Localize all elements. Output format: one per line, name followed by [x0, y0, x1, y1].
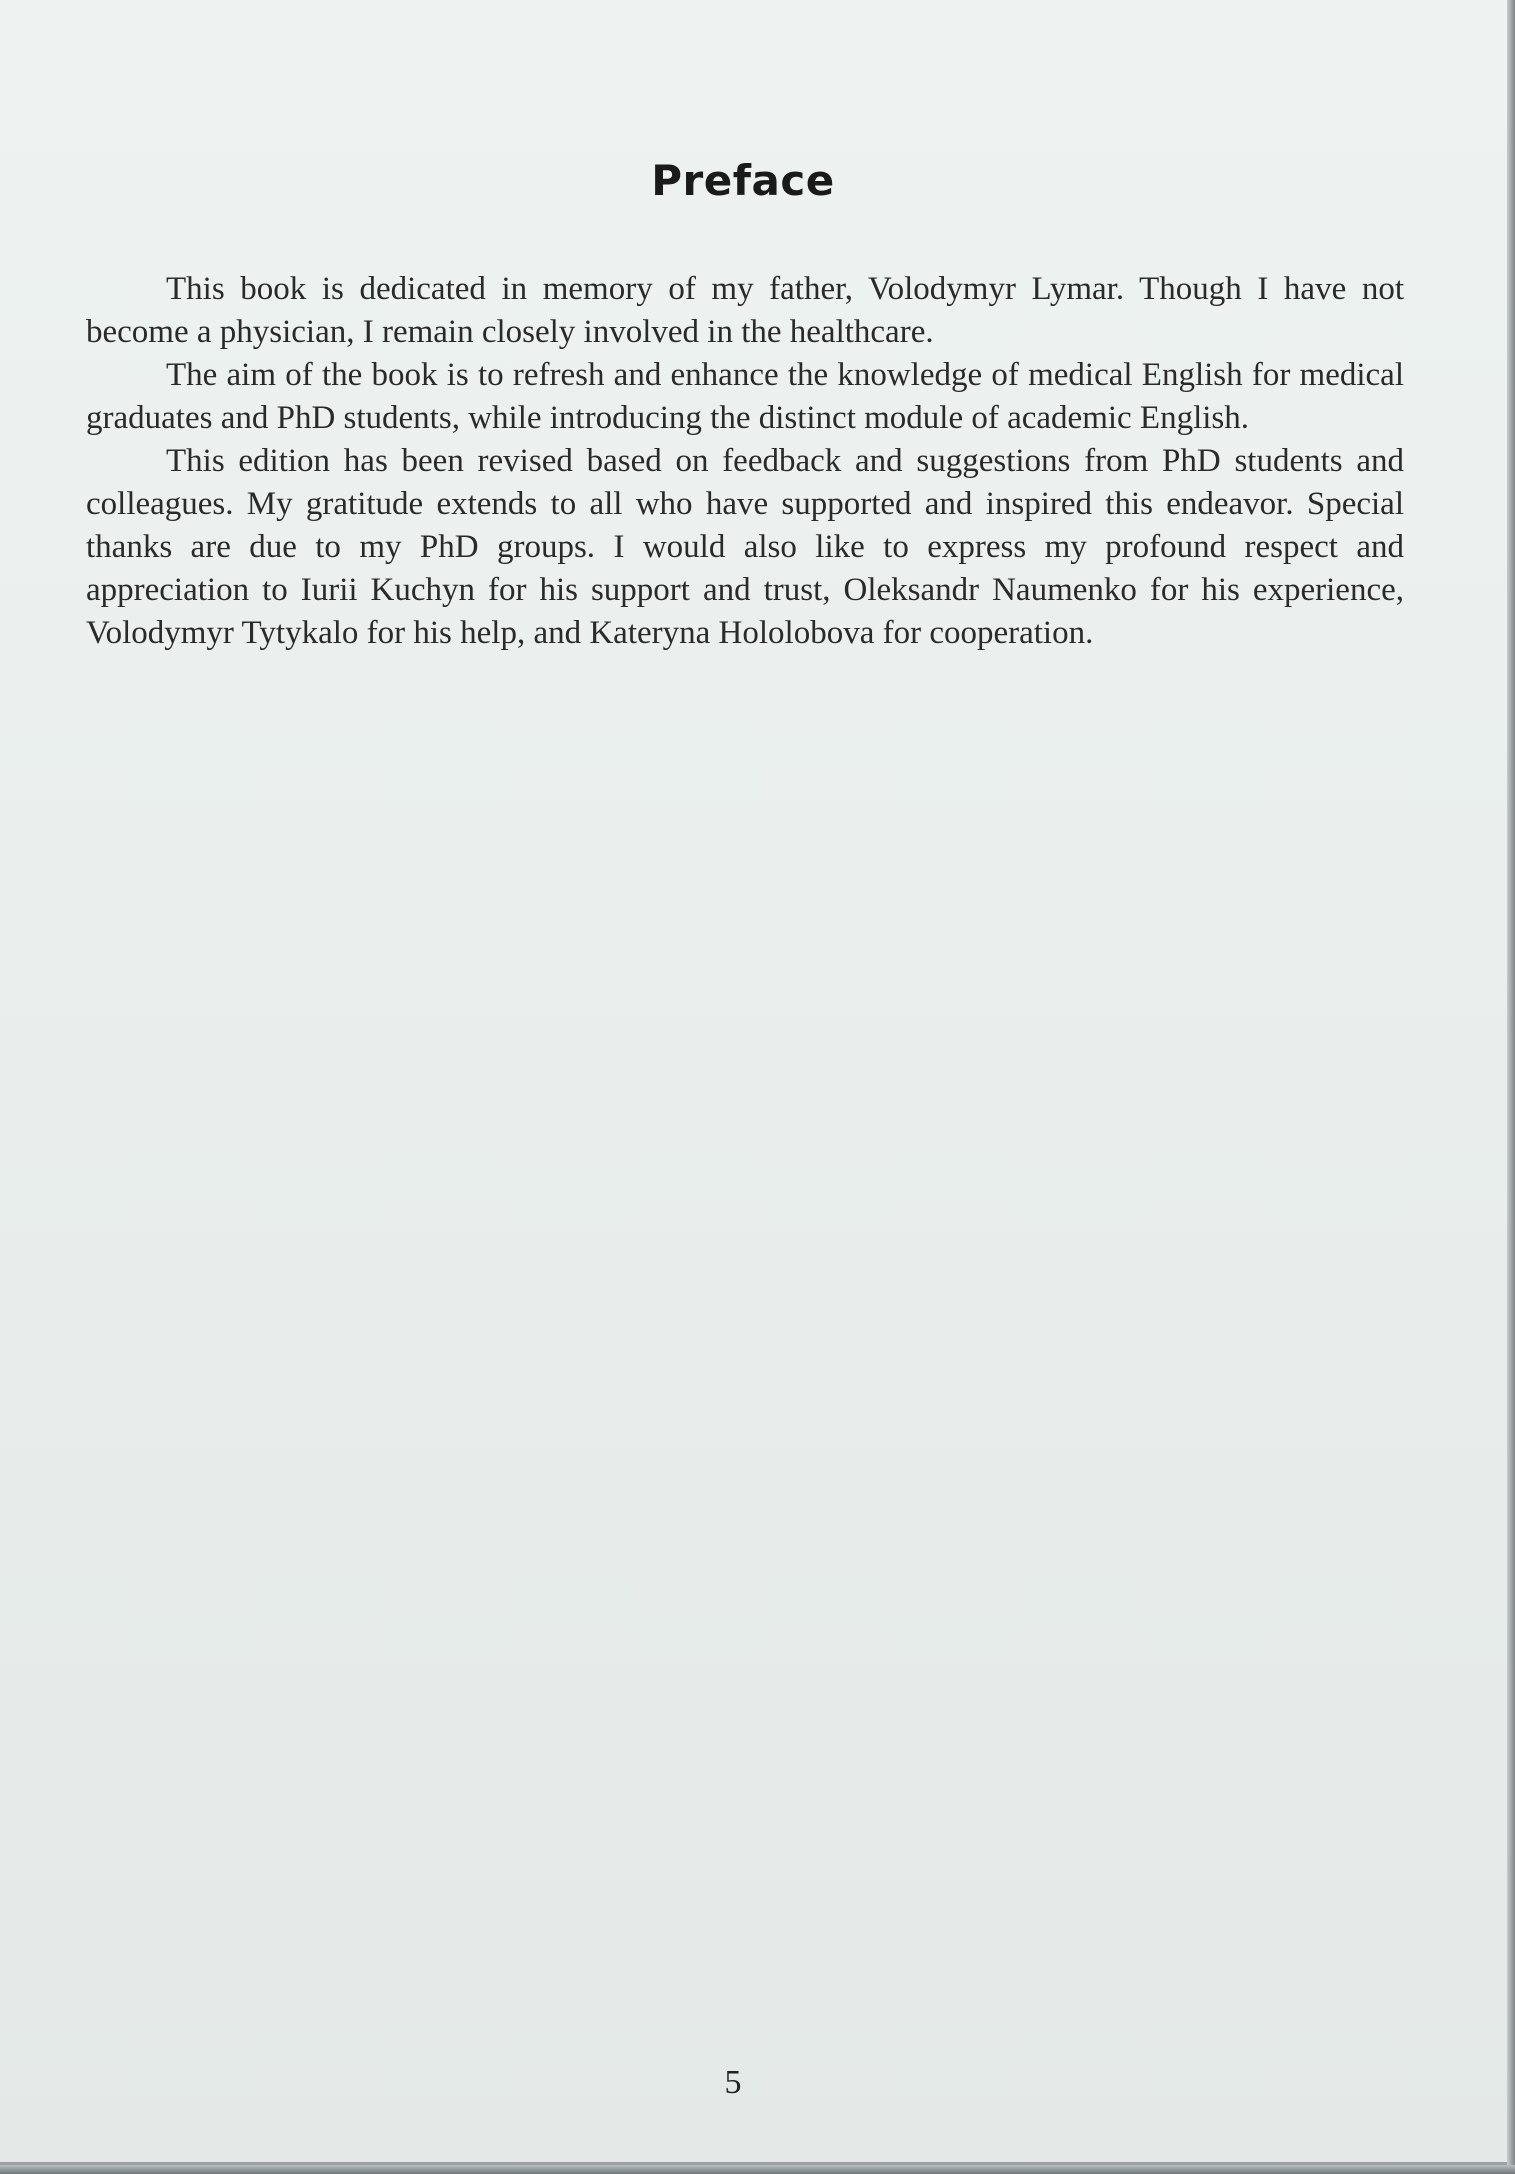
- preface-body: [86, 268, 1404, 655]
- page-edge-shadow: [1507, 0, 1515, 2174]
- paragraph-dedication: This book is dedicated in memory of my father, Volodymyr Lymar. Though I have not become a physician, I remain closely involved in the healthcare.: [86, 271, 1404, 350]
- page-bottom-shadow: [0, 2165, 1515, 2174]
- page-number: 5: [724, 2064, 742, 2101]
- paragraph-aim: The aim of the book is to refresh and enhance the knowledge of medical English for medical graduates and PhD students, while introducing the distinct module of academic English.: [86, 357, 1404, 436]
- page-title: Preface: [651, 156, 835, 206]
- paragraph-acknowledgements: This edition has been revised based on feedback and suggestions from PhD students and colleagues. My gratitude extends to all who have supported and inspired this endeavor. Special thanks are due to my PhD groups. I would also like to express my profound respect and appreciation to Iurii Kuchyn for his support and trust, Oleksandr Naumenko for his experience, Volodymyr Tytykalo for his help, and Kateryna Hololobova for cooperation.: [86, 443, 1404, 651]
